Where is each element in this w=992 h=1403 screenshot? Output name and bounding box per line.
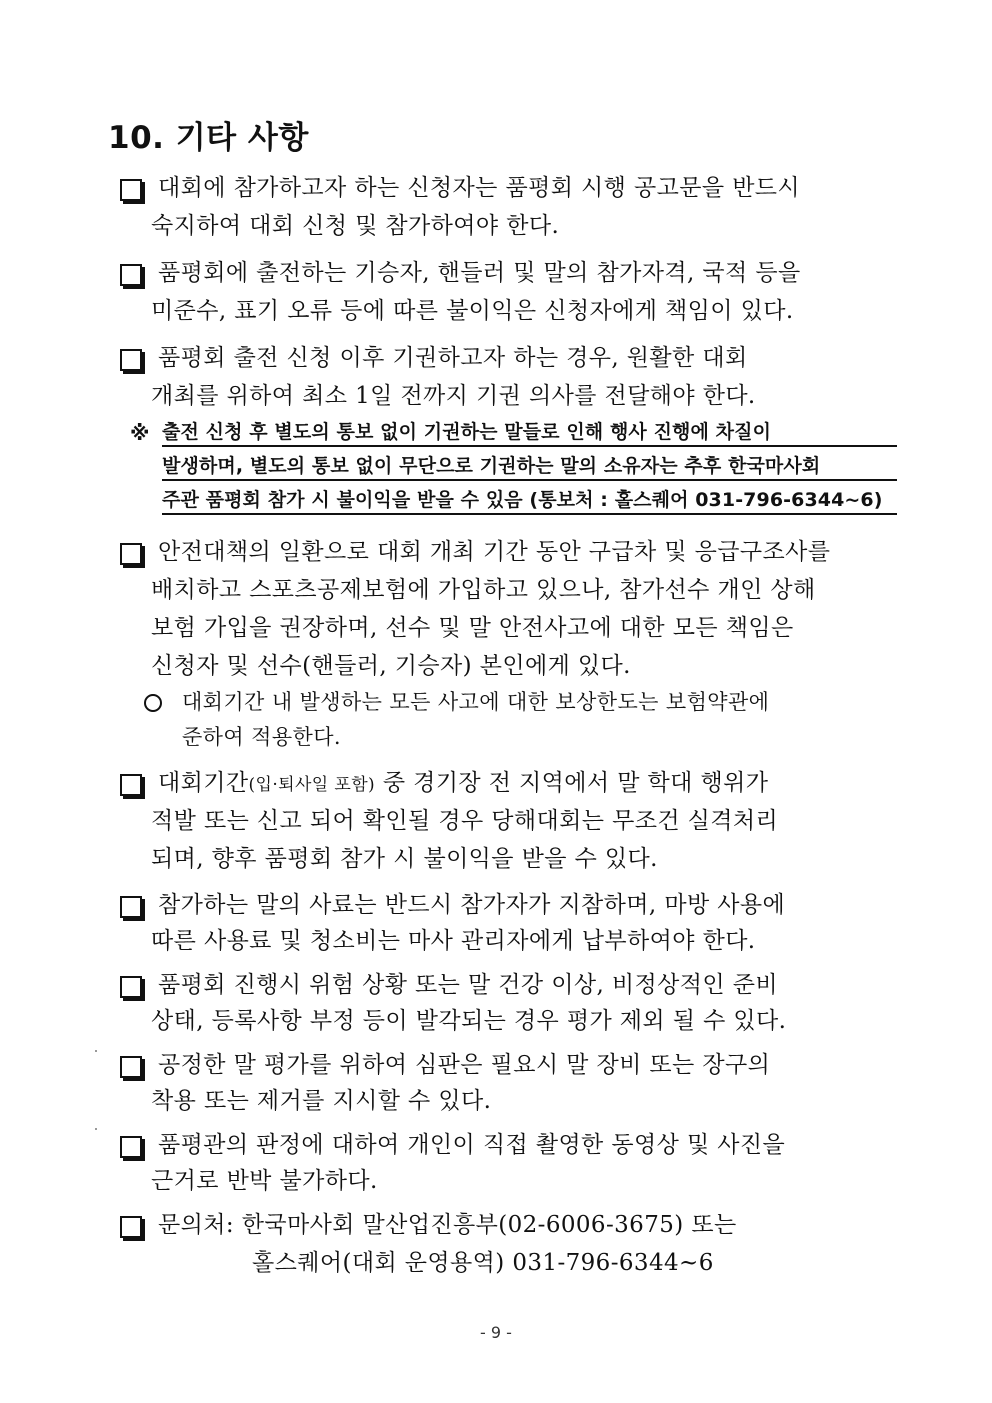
item-line: 되며, 향후 품평회 참가 시 불이익을 받을 수 있다.	[151, 846, 658, 872]
item-line: 대회에 참가하고자 하는 신청자는 품평회 시행 공고문을 반드시	[158, 175, 801, 201]
item-line: 근거로 반박 불가하다.	[151, 1168, 378, 1194]
item-text-small: (입·퇴사일 포함)	[248, 775, 376, 795]
item-line: 착용 또는 제거를 지시할 수 있다.	[151, 1088, 492, 1114]
contact-line: 홀스퀘어(대회 운영용역) 031-796-6344~6	[252, 1250, 714, 1276]
item-line: 안전대책의 일환으로 대회 개최 기간 동안 구급차 및 응급구조사를	[158, 539, 831, 565]
checkbox-bullet-icon	[120, 774, 142, 796]
note-line: 발생하며, 별도의 통보 없이 무단으로 기권하는 말의 소유자는 추후 한국마사회	[162, 453, 897, 481]
scan-dot	[95, 1050, 97, 1052]
item-line: 품평관의 판정에 대하여 개인이 직접 촬영한 동영상 및 사진을	[158, 1132, 786, 1158]
item-line: 미준수, 표기 오류 등에 따른 불이익은 신청자에게 책임이 있다.	[151, 298, 794, 324]
contact-line: 문의처: 한국마사회 말산업진흥부(02-6006-3675) 또는	[158, 1212, 737, 1238]
item-line: 공정한 말 평가를 위하여 심판은 필요시 말 장비 또는 장구의	[158, 1052, 771, 1078]
checkbox-bullet-icon	[120, 543, 142, 565]
reference-mark-icon: ※	[130, 421, 150, 445]
item-line: 배치하고 스포츠공제보험에 가입하고 있으나, 참가선수 개인 상해	[151, 577, 816, 603]
note-line: 출전 신청 후 별도의 통보 없이 기권하는 말들로 인해 행사 진행에 차질이	[162, 419, 897, 447]
item-line: 품평회에 출전하는 기승자, 핸들러 및 말의 참가자격, 국적 등을	[158, 260, 801, 286]
sub-item-line: 대회기간 내 발생하는 모든 사고에 대한 보상한도는 보험약관에	[182, 690, 770, 714]
item-line: 숙지하여 대회 신청 및 참가하여야 한다.	[151, 213, 560, 239]
checkbox-bullet-icon	[120, 1216, 142, 1238]
item-line: 상태, 등록사항 부정 등이 발각되는 경우 평가 제외 될 수 있다.	[151, 1008, 787, 1034]
item-line	[158, 768, 768, 800]
item-line: 적발 또는 신고 되어 확인될 경우 당해대회는 무조건 실격처리	[151, 808, 779, 834]
checkbox-bullet-icon	[120, 896, 142, 918]
scan-dot	[95, 1128, 97, 1130]
section-title: 10. 기타 사항	[108, 120, 309, 156]
item-text: 중 경기장 전 지역에서 말 학대 행위가	[382, 770, 769, 796]
checkbox-bullet-icon	[120, 349, 142, 371]
checkbox-bullet-icon	[120, 264, 142, 286]
sub-item-line: 준하여 적용한다.	[182, 725, 341, 749]
checkbox-bullet-icon	[120, 976, 142, 998]
item-line: 품평회 진행시 위험 상황 또는 말 건강 이상, 비정상적인 준비	[158, 972, 778, 998]
item-line: 참가하는 말의 사료는 반드시 참가자가 지참하며, 마방 사용에	[158, 892, 786, 918]
item-line: 품평회 출전 신청 이후 기권하고자 하는 경우, 원활한 대회	[158, 345, 748, 371]
checkbox-bullet-icon	[120, 1136, 142, 1158]
item-text: 대회기간	[158, 770, 249, 796]
item-line: 신청자 및 선수(핸들러, 기승자) 본인에게 있다.	[151, 653, 631, 679]
item-line: 보험 가입을 권장하며, 선수 및 말 안전사고에 대한 모든 책임은	[151, 615, 794, 641]
item-line: 따른 사용료 및 청소비는 마사 관리자에게 납부하여야 한다.	[151, 928, 756, 954]
circle-bullet-icon	[144, 694, 162, 712]
note-line: 주관 품평회 참가 시 불이익을 받을 수 있음 (통보처 : 홀스퀘어 031-796-6344~6)	[162, 487, 897, 515]
checkbox-bullet-icon	[120, 179, 142, 201]
item-line: 개최를 위하여 최소 1일 전까지 기권 의사를 전달해야 한다.	[151, 383, 756, 409]
checkbox-bullet-icon	[120, 1056, 142, 1078]
page-number: - 9 -	[480, 1323, 512, 1342]
